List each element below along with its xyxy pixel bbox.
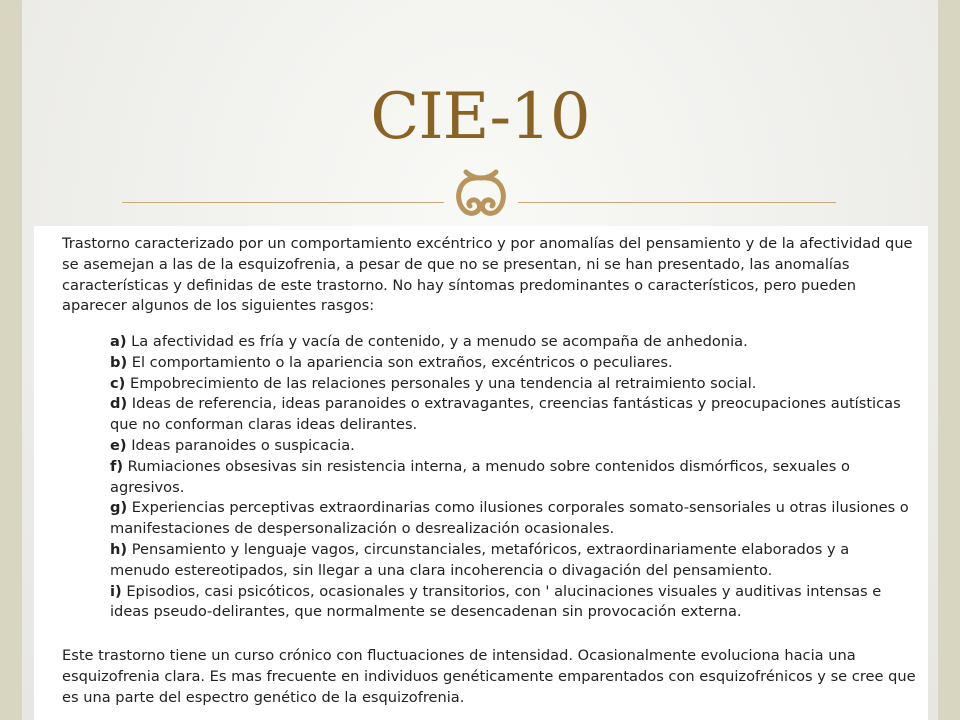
scroll-ornament-icon [446,166,516,226]
item-letter: c) [110,374,126,392]
outro-paragraph: Este trastorno tiene un curso crónico con fluctuaciones de intensidad. Ocasionalmente evoluciona hacia una esquizofrenia clara. Es mas frecuente en individuos genéticamente emparentados con esquizofrénicos y se cree que es una parte del espectro genético de la esquizofrenia. [62,647,916,706]
item-text: Episodios, casi psicóticos, ocasionales y transitorios, con ' alucinaciones visuales y auditivas intensas e ideas pseudo-delirantes, que normalmente se desencadenan sin provocación externa. [110,582,882,621]
traits-list [110,332,910,623]
item-letter: d) [110,395,128,413]
list-item [110,582,910,624]
item-letter: a) [110,333,127,350]
item-text: Rumiaciones obsesivas sin resistencia interna, a menudo sobre contenidos dismórficos, sexuales o agresivos. [110,457,850,496]
item-letter: b) [110,353,128,371]
content-panel [34,226,928,720]
title-rule-right [518,202,836,203]
item-text: El comportamiento o la apariencia son extraños, excéntricos o peculiares. [131,353,673,371]
item-letter: e) [110,436,127,454]
item-letter: h) [110,540,128,558]
slide-title: CIE-10 [370,80,590,154]
list-item [110,353,910,374]
intro-paragraph: Trastorno caracterizado por un comportamiento excéntrico y por anomalías del pensamiento y de la afectividad que se asemejan a las de la esquizofrenia, a pesar de que no se presentan, ni se han presentado, las anomalías características y definidas de este trastorno. No hay síntomas predominantes o característicos, pero pueden aparecer algunos de los siguientes rasgos: [62,235,913,315]
item-text: Pensamiento y lenguaje vagos, circunstanciales, metafóricos, extraordinariamente elaborados y a menudo estereotipados, sin llegar a una clara incoherencia o divagación del pensamiento. [110,540,850,579]
list-item [110,498,910,540]
item-letter: i) [110,582,122,600]
list-item [110,374,910,395]
list-item [110,457,910,499]
item-text: Experiencias perceptivas extraordinarias como ilusiones corporales somato-sensoriales u otras ilusiones o manifestaciones de despersonalización o desrealización ocasionales. [110,499,909,538]
list-item [110,394,910,436]
list-item [110,436,910,457]
list-item [110,332,910,353]
list-item [110,540,910,582]
item-text: Ideas de referencia, ideas paranoides o extravagantes, creencias fantásticas y preocupaciones autísticas que no conforman claras ideas delirantes. [110,395,901,434]
item-text: Empobrecimiento de las relaciones personales y una tendencia al retraimiento social. [129,374,757,392]
item-letter: f) [110,457,124,475]
item-text: Ideas paranoides o suspicacia. [131,436,355,454]
item-text: La afectividad es fría y vacía de contenido, y a menudo se acompaña de anhedonia. [131,333,748,350]
item-letter: g) [110,499,128,517]
title-rule-left [122,202,444,203]
